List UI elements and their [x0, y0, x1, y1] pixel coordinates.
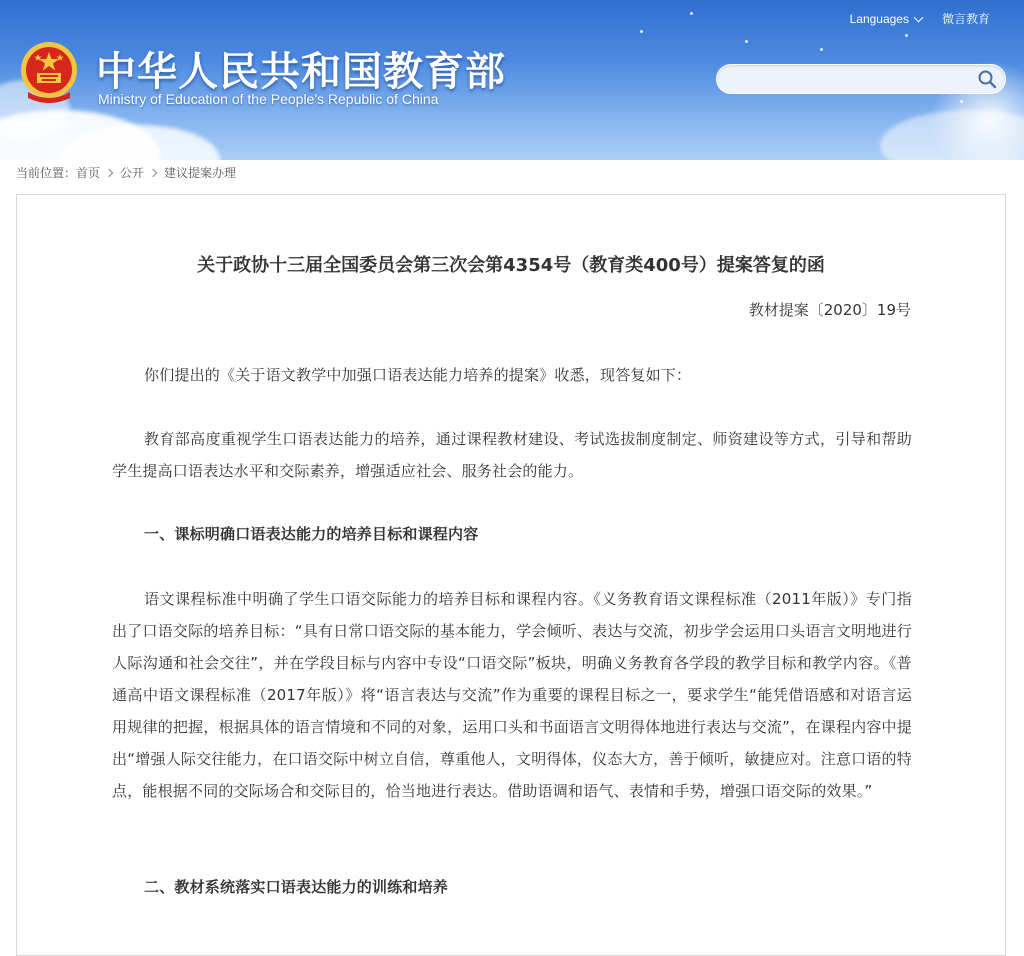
- search-box: [716, 64, 1006, 94]
- breadcrumb-prefix: 当前位置：: [16, 166, 77, 180]
- section-heading-2: 二、教材系统落实口语表达能力的训练和培养: [144, 878, 449, 896]
- sparkle-decoration: [820, 48, 823, 51]
- site-title-en[interactable]: Ministry of Education of the People's Republic of China: [98, 91, 439, 107]
- weiyan-link[interactable]: 微言教育: [941, 12, 990, 26]
- national-emblem-icon[interactable]: [18, 40, 80, 108]
- breadcrumb: [16, 164, 236, 181]
- article-container: [16, 194, 1006, 956]
- site-title-cn[interactable]: 中华人民共和国教育部: [96, 49, 506, 95]
- sparkle-decoration: [960, 100, 963, 103]
- chevron-right-icon: [105, 168, 113, 176]
- top-links: [850, 10, 990, 27]
- breadcrumb-home[interactable]: 首页: [76, 166, 101, 180]
- search-icon[interactable]: [977, 69, 997, 89]
- search-input[interactable]: [729, 68, 973, 92]
- chevron-down-icon: [914, 12, 924, 22]
- languages-label: Languages: [849, 11, 909, 26]
- article-title: 关于政协十三届全国委员会第三次会第4354号（教育类400号）提案答复的函: [197, 255, 825, 276]
- paragraph-intro: 你们提出的《关于语文教学中加强口语表达能力培养的提案》收悉，现答复如下：: [144, 366, 692, 384]
- sparkle-decoration: [640, 30, 643, 33]
- document-number: 教材提案〔2020〕19号: [748, 301, 911, 319]
- breadcrumb-public[interactable]: 公开: [120, 166, 145, 180]
- paragraph-overview: 教育部高度重视学生口语表达能力的培养，通过课程教材建设、考试选拔制度制定、师资建设等方式，引导和帮助学生提高口语表达水平和交际素养，增强适应社会、服务社会的能力。: [112, 430, 912, 480]
- sparkle-decoration: [905, 34, 908, 37]
- paragraph-curriculum: 语文课程标准中明确了学生口语交际能力的培养目标和课程内容。《义务教育语文课程标准（2011年版）》专门指出了口语交际的培养目标：“具有日常口语交际的基本能力，学会倾听、表达与交流，初步学会运用口头语言文明地进行人际沟通和社会交往”，并在学段目标与内容中专设“口语交际”板块，明确义务教育各学段的教学目标和教学内容。《普通高中语文课程标准（2017年版）》将“语言表达与交流”作为重要的课程目标之一，要求学生“能凭借语感和对语言运用规律的把握，根据具体的语言情境和不同的对象，运用口头和书面语言文明得体地进行表达与交流”，在课程内容中提出“增强人际交往能力，在口语交际中树立自信，尊重他人，文明得体，仪态大方，善于倾听，敏捷应对。注意口语的特点，能根据不同的交际场合和交际目的，恰当地进行表达。借助语调和语气、表情和手势，增强口语交际的效果。”: [112, 590, 912, 800]
- sparkle-decoration: [745, 40, 748, 43]
- chevron-right-icon: [149, 168, 157, 176]
- sparkle-decoration: [690, 12, 693, 15]
- section-heading-1: 一、课标明确口语表达能力的培养目标和课程内容: [144, 525, 479, 543]
- site-header: [0, 0, 1024, 160]
- languages-dropdown[interactable]: [850, 12, 922, 26]
- breadcrumb-proposal[interactable]: 建议提案办理: [164, 166, 237, 180]
